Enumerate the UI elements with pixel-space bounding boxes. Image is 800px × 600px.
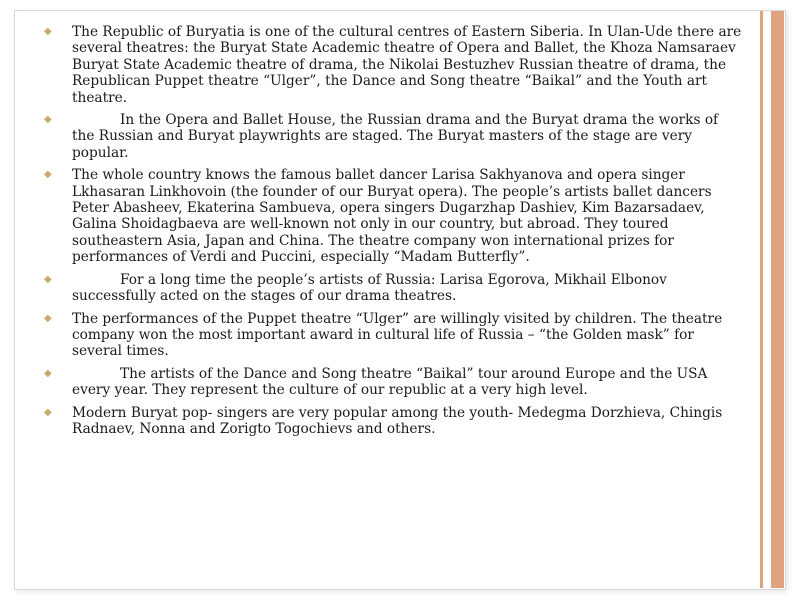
slide-body [44, 24, 744, 443]
diamond-bullet-icon: ◆ [44, 273, 52, 285]
paragraph-6 [44, 366, 744, 399]
accent-line [760, 11, 763, 588]
diamond-bullet-icon: ◆ [44, 367, 52, 379]
diamond-bullet-icon: ◆ [44, 169, 52, 181]
diamond-bullet-icon: ◆ [44, 406, 52, 418]
diamond-bullet-icon: ◆ [44, 114, 52, 126]
paragraph-7 [44, 405, 744, 438]
paragraph-4 [44, 272, 744, 305]
diamond-bullet-icon: ◆ [44, 26, 52, 37]
paragraph-5 [44, 311, 744, 360]
paragraph-3 [44, 167, 744, 265]
paragraph-1-text: The Republic of Buryatia is one of the cultural centres of Eastern Siberia. In Ulan-Ude there are several theatres: the Buryat State Academic theatre of Opera and Ballet, the Khoza Namsaraev Buryat State Academic theatre of drama, the Nikolai Bestuzhev Russian theatre of drama, the Republican Puppet theatre “Ulger”, the Dance and Song theatre “Baikal” and the Youth art theatre. [72, 24, 742, 106]
paragraph-5-text: The performances of the Puppet theatre “Ulger” are willingly visited by children. The theatre company won the most important award in cultural life of Russia – “the Golden mask” for several times. [72, 310, 723, 360]
paragraph-1 [44, 24, 744, 106]
paragraph-2 [44, 112, 744, 161]
diamond-bullet-icon: ◆ [44, 312, 52, 324]
paragraph-2-text: In the Opera and Ballet House, the Russian drama and the Buryat drama the works of the Russian and Buryat playwrights are staged. The Buryat masters of the stage are very popular. [72, 112, 719, 161]
paragraph-4-text: For a long time the people’s artists of Russia: Larisa Egorova, Mikhail Elbonov successfully acted on the stages of our drama theatres. [72, 271, 667, 305]
paragraph-6-text: The artists of the Dance and Song theatre “Baikal” tour around Europe and the USA every year. They represent the culture of our republic at a very high level. [72, 365, 708, 399]
paragraph-3-text: The whole country knows the famous ballet dancer Larisa Sakhyanova and opera singer Lkhasaran Linkhovoin (the founder of our Buryat opera). The people’s artists ballet dancers Peter Abasheev, Ekaterina Sambueva, opera singers Dugarzhap Dashiev, Kim Bazarsadaev, Galina Shoidagbaeva are well-known not only in our country, but abroad. They toured southeastern Asia, Japan and China. The theatre company won international prizes for performances of Verdi and Puccini, especially “Madam Butterfly”. [72, 167, 712, 266]
paragraph-7-text: Modern Buryat pop- singers are very popular among the youth- Medegma Dorzhieva, Chingis Radnaev, Nonna and Zorigto Togochievs and others. [72, 404, 723, 437]
accent-bar [771, 11, 784, 588]
